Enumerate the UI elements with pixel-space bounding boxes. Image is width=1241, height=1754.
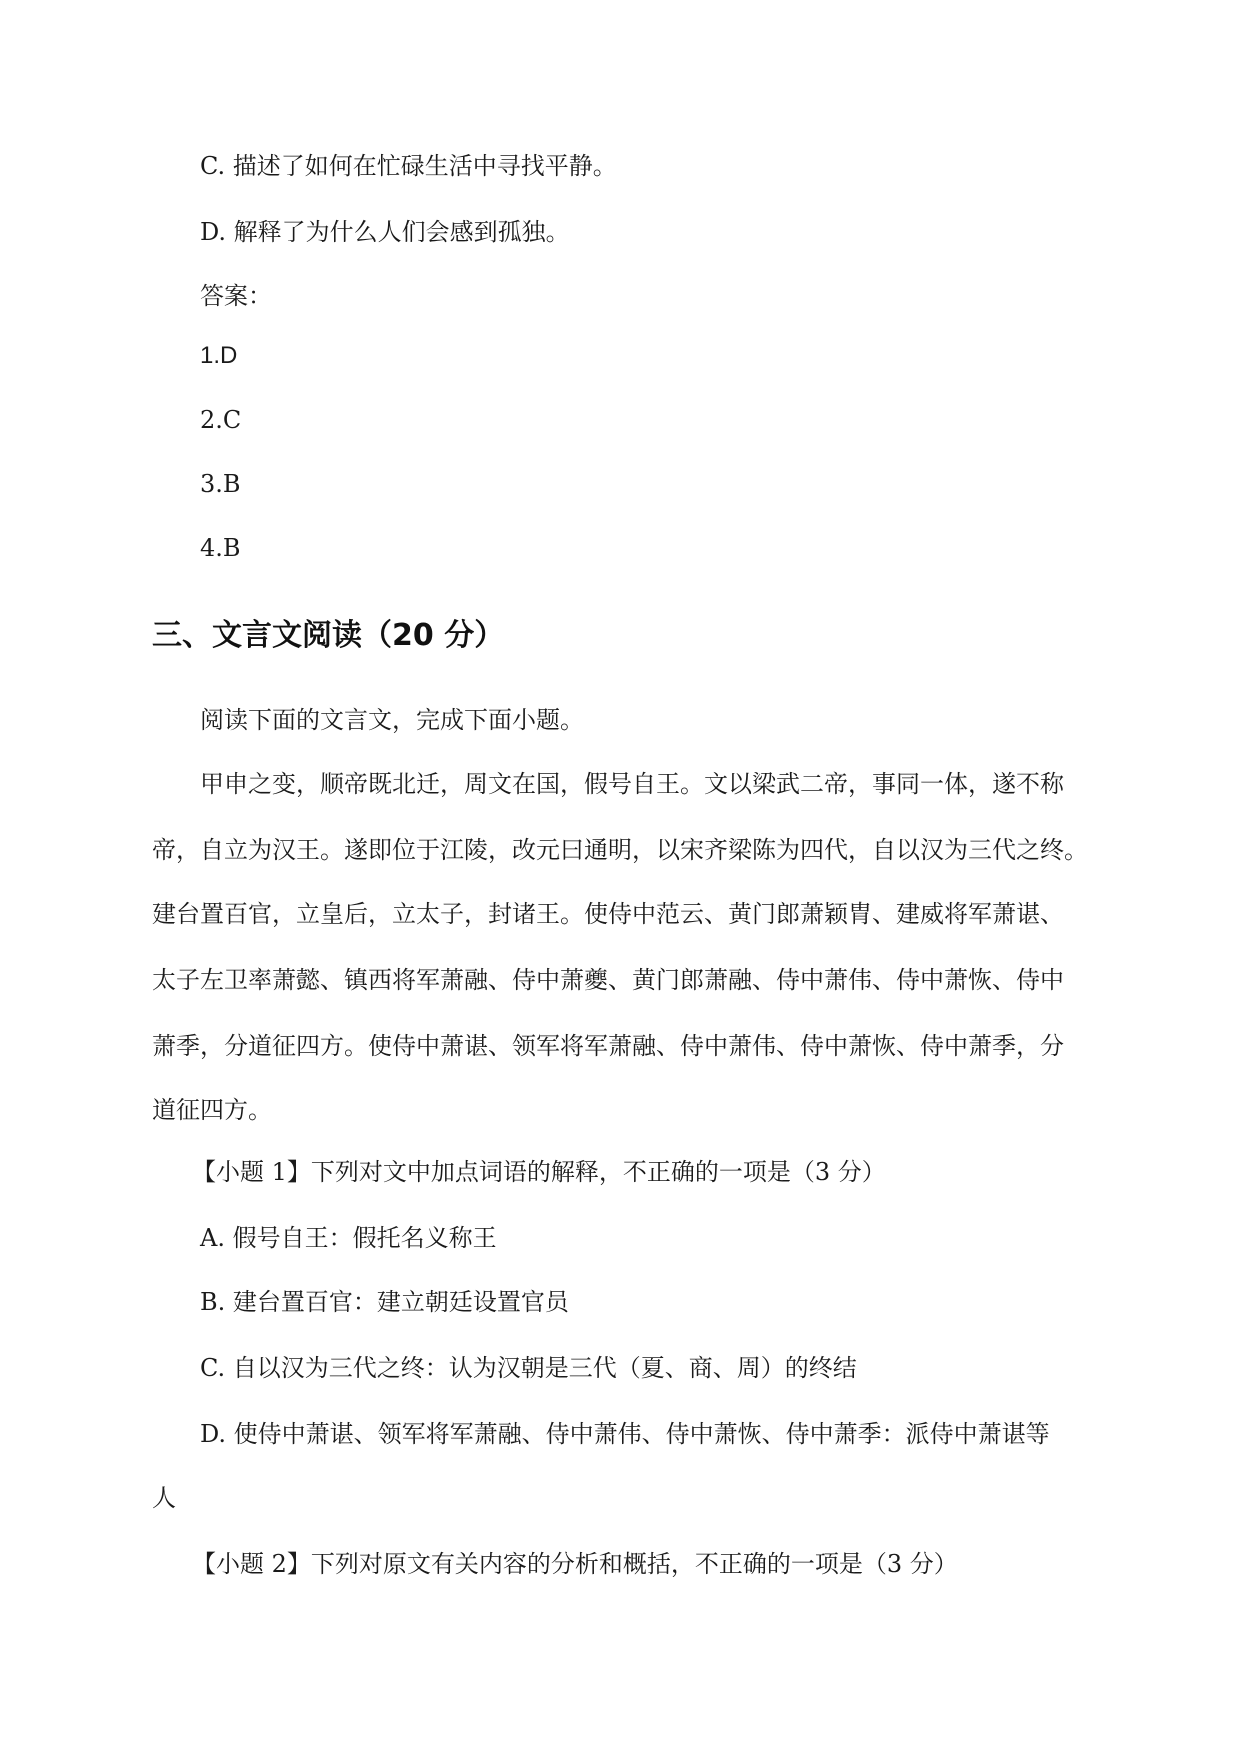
passage-line: 甲申之变，顺帝既北迁，周文在国，假号自王。文以梁武二帝，事同一体，遂不称: [200, 770, 1064, 798]
section-heading: 三、文言文阅读（20 分）: [152, 618, 505, 653]
question-1-option-c: C. 自以汉为三代之终：认为汉朝是三代（夏、商、周）的终结: [200, 1354, 857, 1382]
question-1-option-d: D. 使侍中萧谌、领军将军萧融、侍中萧伟、侍中萧恢、侍中萧季：派侍中萧谌等: [200, 1420, 1050, 1448]
answer-item-3: 3.B: [200, 470, 241, 498]
question-1-option-d-wrap: 人: [152, 1484, 176, 1512]
answers-label: 答案：: [200, 282, 272, 310]
passage-line: 建台置百官，立皇后，立太子，封诸王。使侍中范云、黄门郎萧颖胄、建威将军萧谌、: [152, 900, 1064, 928]
passage-line: 太子左卫率萧懿、镇西将军萧融、侍中萧夔、黄门郎萧融、侍中萧伟、侍中萧恢、侍中: [152, 966, 1064, 994]
question-1-option-b: B. 建台置百官：建立朝廷设置官员: [200, 1288, 569, 1316]
question-2-stem: 【小题 2】下列对原文有关内容的分析和概括，不正确的一项是（3 分）: [192, 1550, 958, 1578]
passage-line: 萧季，分道征四方。使侍中萧谌、领军将军萧融、侍中萧伟、侍中萧恢、侍中萧季，分: [152, 1032, 1064, 1060]
option-d-prev: D. 解释了为什么人们会感到孤独。: [200, 218, 570, 246]
passage-line: 道征四方。: [152, 1096, 272, 1124]
answer-item-4: 4.B: [200, 534, 241, 562]
question-1-option-a: A. 假号自王：假托名义称王: [200, 1224, 497, 1252]
option-c-prev: C. 描述了如何在忙碌生活中寻找平静。: [200, 152, 617, 180]
question-1-stem: 【小题 1】下列对文中加点词语的解释，不正确的一项是（3 分）: [192, 1158, 886, 1186]
answer-item-2: 2.C: [200, 406, 242, 434]
section-instruction: 阅读下面的文言文，完成下面小题。: [200, 706, 584, 734]
answer-item-1: 1.D: [200, 342, 238, 369]
passage-line: 帝，自立为汉王。遂即位于江陵，改元曰通明，以宋齐梁陈为四代，自以汉为三代之终。: [152, 836, 1088, 864]
